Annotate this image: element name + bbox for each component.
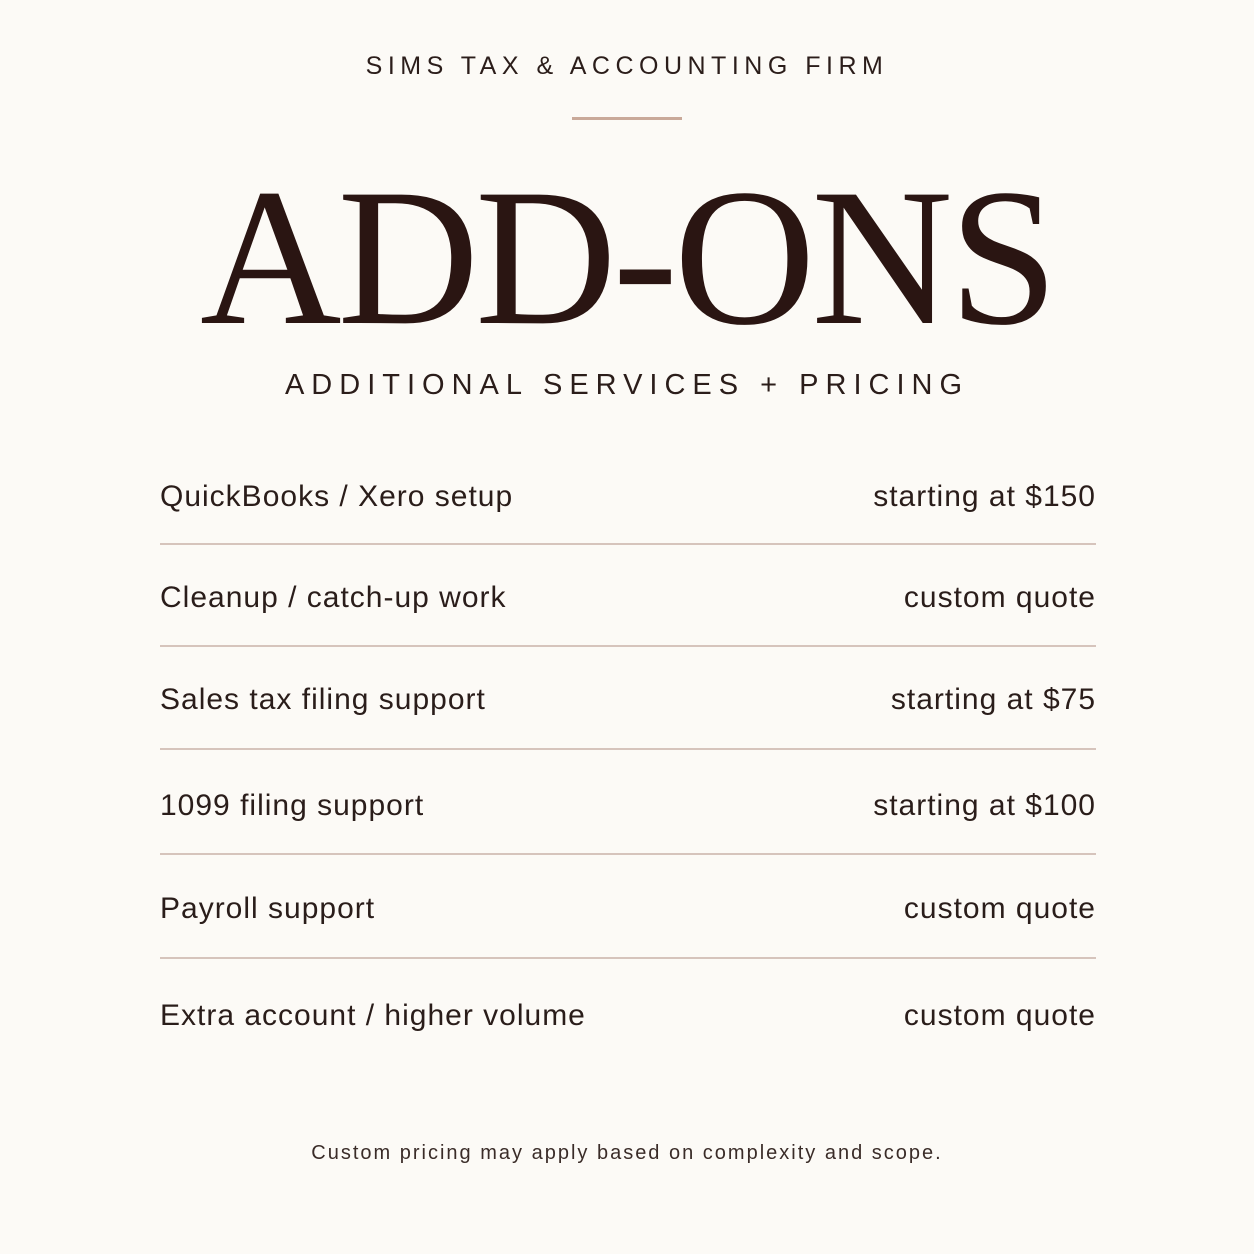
service-name: 1099 filing support [160,789,425,822]
service-price: custom quote [903,999,1096,1032]
page-subtitle: ADDITIONAL SERVICES + PRICING [284,369,970,401]
row-divider [160,853,1096,855]
service-row [160,675,1096,725]
service-row [160,884,1096,934]
page-title: ADD-ONS [200,149,1054,366]
service-price: custom quote [903,581,1096,614]
service-name: Cleanup / catch-up work [160,581,507,614]
row-divider [160,748,1096,750]
service-row [160,991,1096,1041]
row-divider [160,957,1096,959]
service-row [160,573,1096,623]
service-list [160,0,1096,1254]
service-price: starting at $75 [890,683,1096,716]
service-price: starting at $100 [873,789,1096,822]
footnote: Custom pricing may apply based on complexity and scope. [311,1142,943,1164]
service-name: Sales tax filing support [160,683,486,716]
row-divider [160,543,1096,545]
row-divider [160,645,1096,647]
firm-name: SIMS TAX & ACCOUNTING FIRM [365,52,889,80]
service-price: custom quote [903,892,1096,925]
service-row [160,472,1096,522]
service-name: QuickBooks / Xero setup [160,480,514,513]
service-price: starting at $150 [873,480,1096,513]
service-row [160,781,1096,831]
service-name: Payroll support [160,892,376,925]
service-name: Extra account / higher volume [160,999,586,1032]
